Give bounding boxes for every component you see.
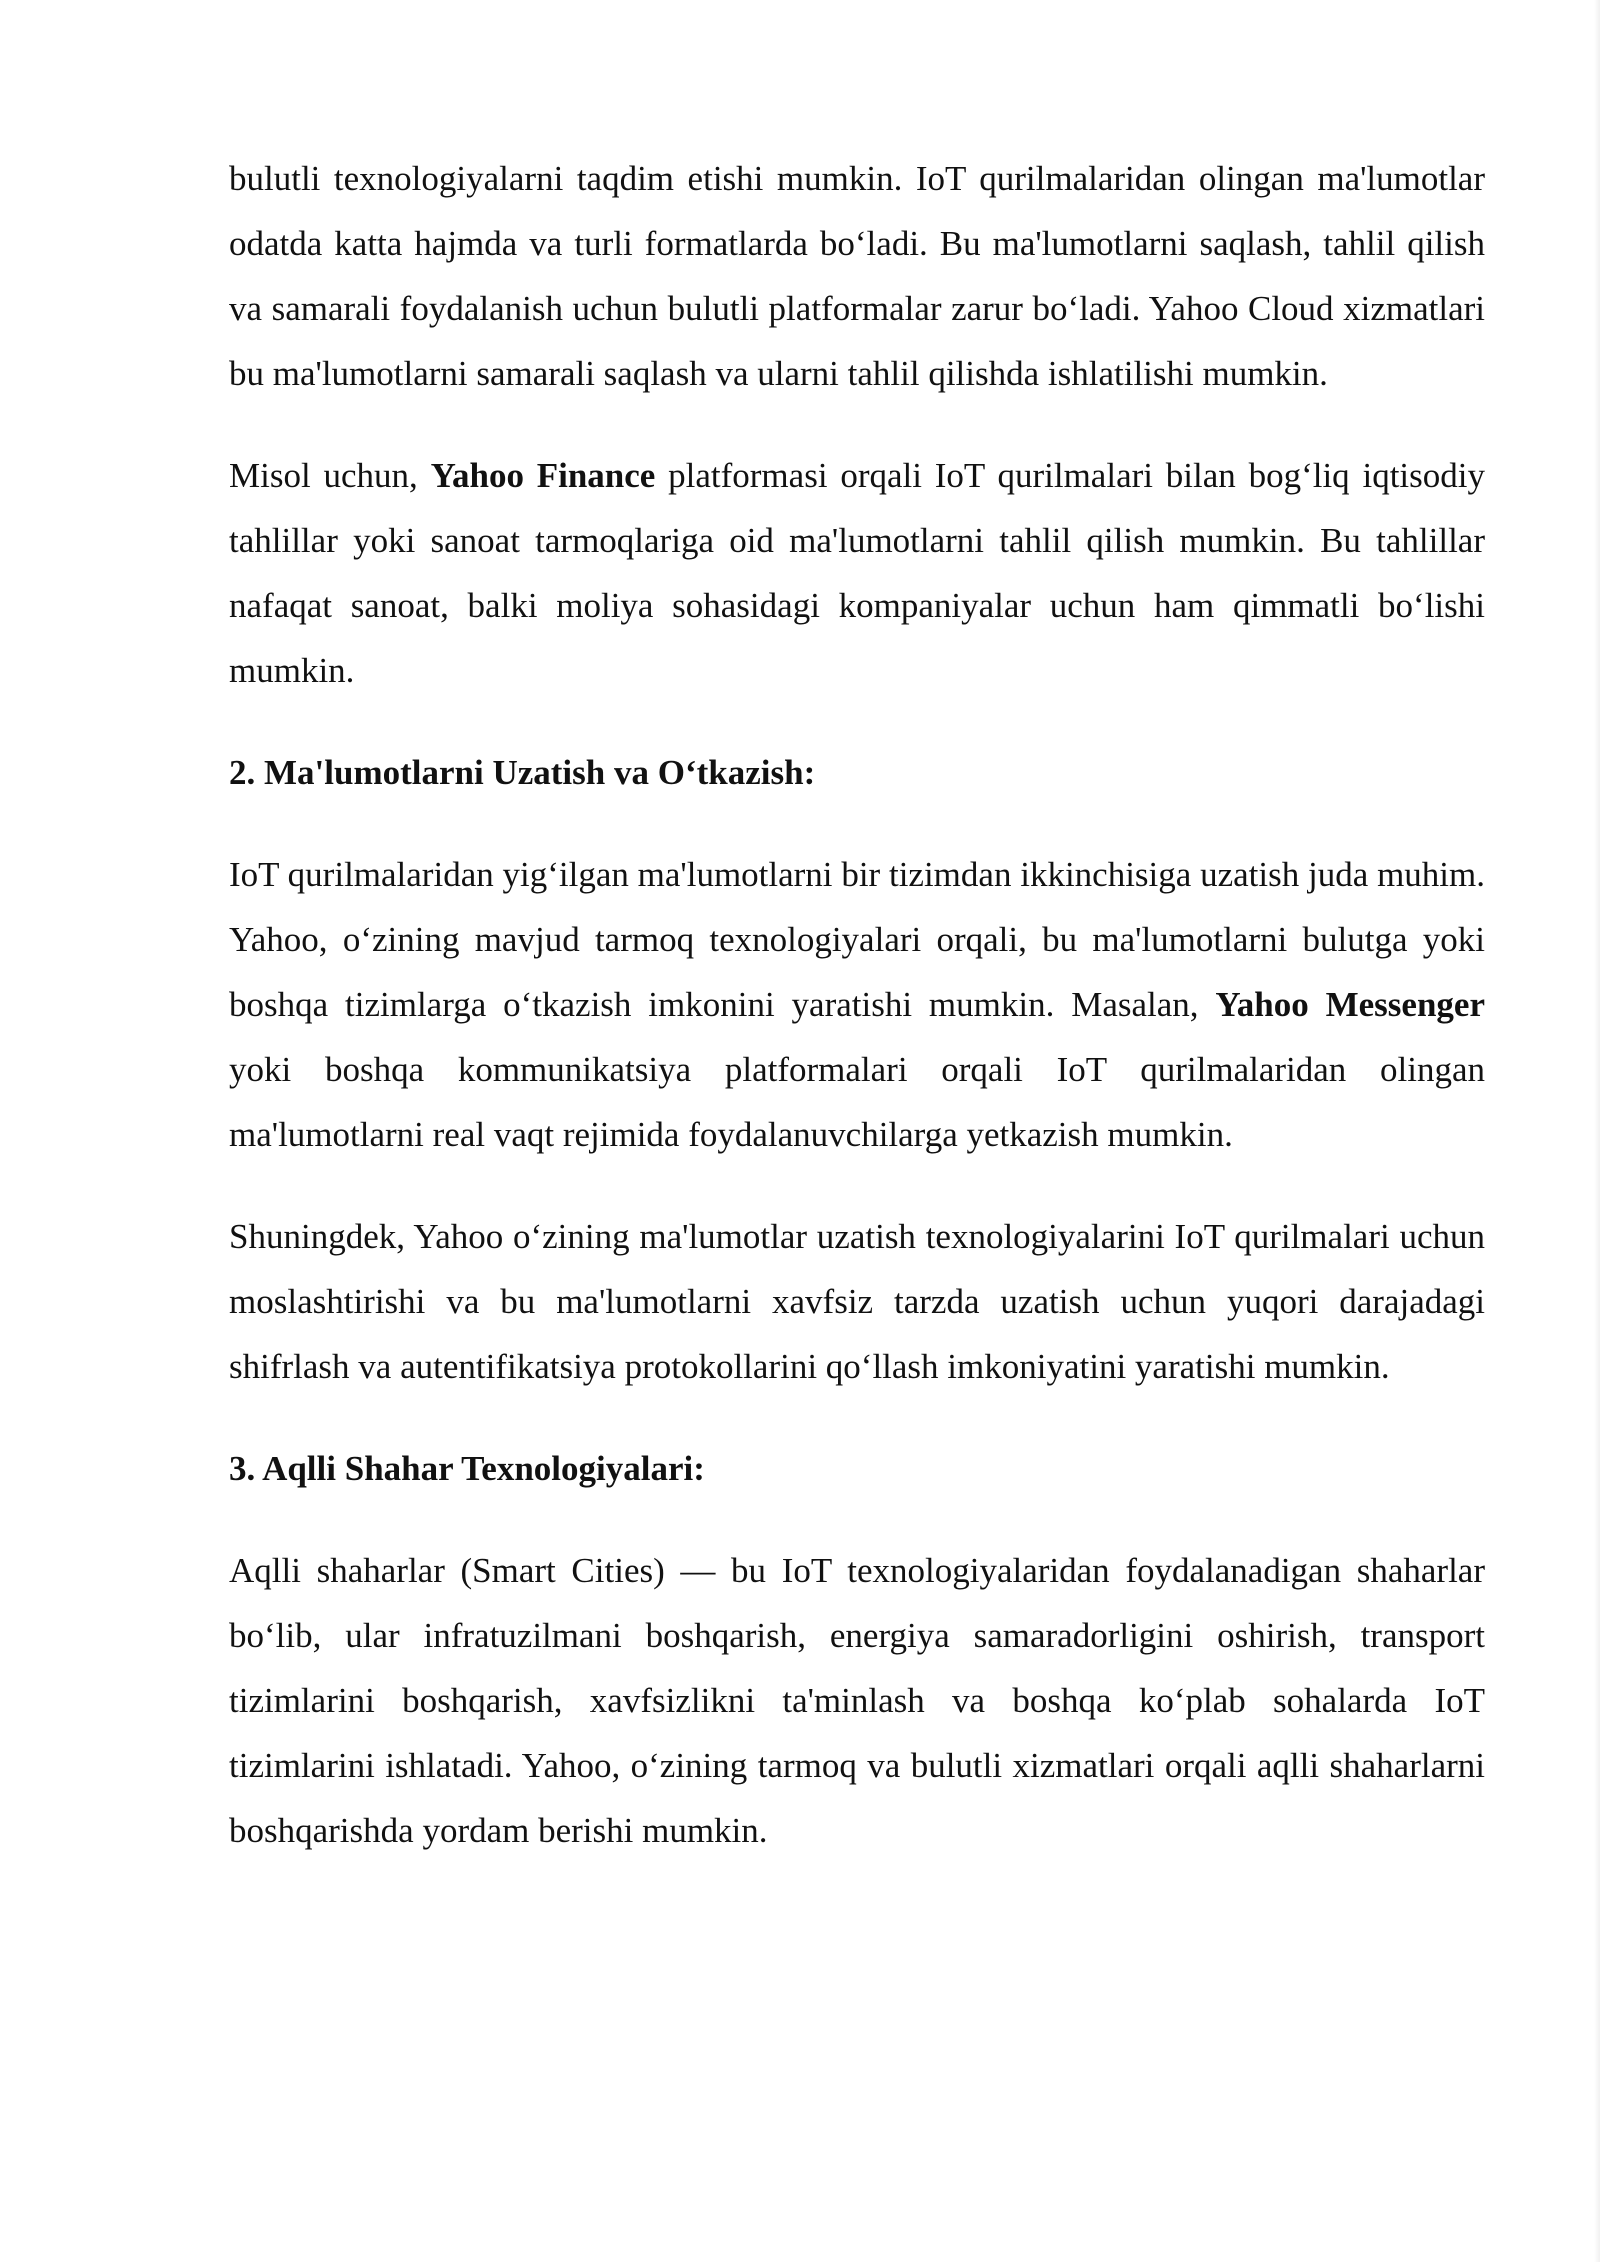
paragraph-text-end: yoki boshqa kommunikatsiya platformalari orqali IoT qurilmalaridan olingan ma'lumotlarni real vaqt rejimida foydalanuvchilarga yetkazish mumkin. (229, 1050, 1485, 1154)
paragraph-yahoo-finance (229, 443, 1485, 703)
paragraph-encryption (229, 1204, 1485, 1399)
document-body (229, 146, 1485, 1900)
paragraph-text: Shuningdek, Yahoo o‘zining ma'lumotlar uzatish texnologiyalarini IoT qurilmalari uchun moslashtirishi va bu ma'lumotlarni xavfsiz tarzda uzatish uchun yuqori darajadagi shifrlash va autentifikatsiya protokollarini qo‘llash imkoniyatini yaratishi mumkin. (229, 1217, 1485, 1386)
paragraph-cloud-storage (229, 146, 1485, 406)
section-heading-data-transfer: 2. Ma'lumotlarni Uzatish va O‘tkazish: (229, 753, 816, 792)
paragraph-text-start: Misol uchun, (229, 456, 431, 495)
paragraph-text-start: IoT qurilmalaridan yig‘ilgan ma'lumotlarni bir tizimdan ikkinchisiga uzatish juda muhim. Yahoo, o‘zining mavjud tarmoq texnologiyalari orqali, bu ma'lumotlarni bulutga yoki boshqa tizimlarga o‘tkazish imkonini yaratishi mumkin. Masalan, (229, 855, 1485, 1024)
bold-term-yahoo-messenger: Yahoo Messenger (1215, 985, 1485, 1024)
paragraph-data-transfer (229, 842, 1485, 1167)
paragraph-text: bulutli texnologiyalarni taqdim etishi mumkin. IoT qurilmalaridan olingan ma'lumotlar odatda katta hajmda va turli formatlarda bo‘ladi. Bu ma'lumotlarni saqlash, tahlil qilish va samarali foydalanish uchun bulutli platformalar zarur bo‘ladi. Yahoo Cloud xizmatlari bu ma'lumotlarni samarali saqlash va ularni tahlil qilishda ishlatilishi mumkin. (229, 159, 1485, 393)
paragraph-smart-cities (229, 1538, 1485, 1863)
section-heading-smart-city: 3. Aqlli Shahar Texnologiyalari: (229, 1449, 705, 1488)
bold-term-yahoo-finance: Yahoo Finance (430, 456, 656, 495)
paragraph-text-end: platformasi orqali IoT qurilmalari bilan bog‘liq iqtisodiy tahlillar yoki sanoat tarmoqlariga oid ma'lumotlarni tahlil qilish mumkin. Bu tahlillar nafaqat sanoat, balki moliya sohasidagi kompaniyalar uchun ham qimmatli bo‘lishi mumkin. (229, 456, 1485, 690)
paragraph-text: Aqlli shaharlar (Smart Cities) — bu IoT texnologiyalaridan foydalanadigan shaharlar bo‘lib, ular infratuzilmani boshqarish, energiya samaradorligini oshirish, transport tizimlarini boshqarish, xavfsizlikni ta'minlash va boshqa ko‘plab sohalarda IoT tizimlarini ishlatadi. Yahoo, o‘zining tarmoq va bulutli xizmatlari orqali aqlli shaharlarni boshqarishda yordam berishi mumkin. (229, 1551, 1485, 1850)
page-edge-shadow (1594, 0, 1600, 2262)
